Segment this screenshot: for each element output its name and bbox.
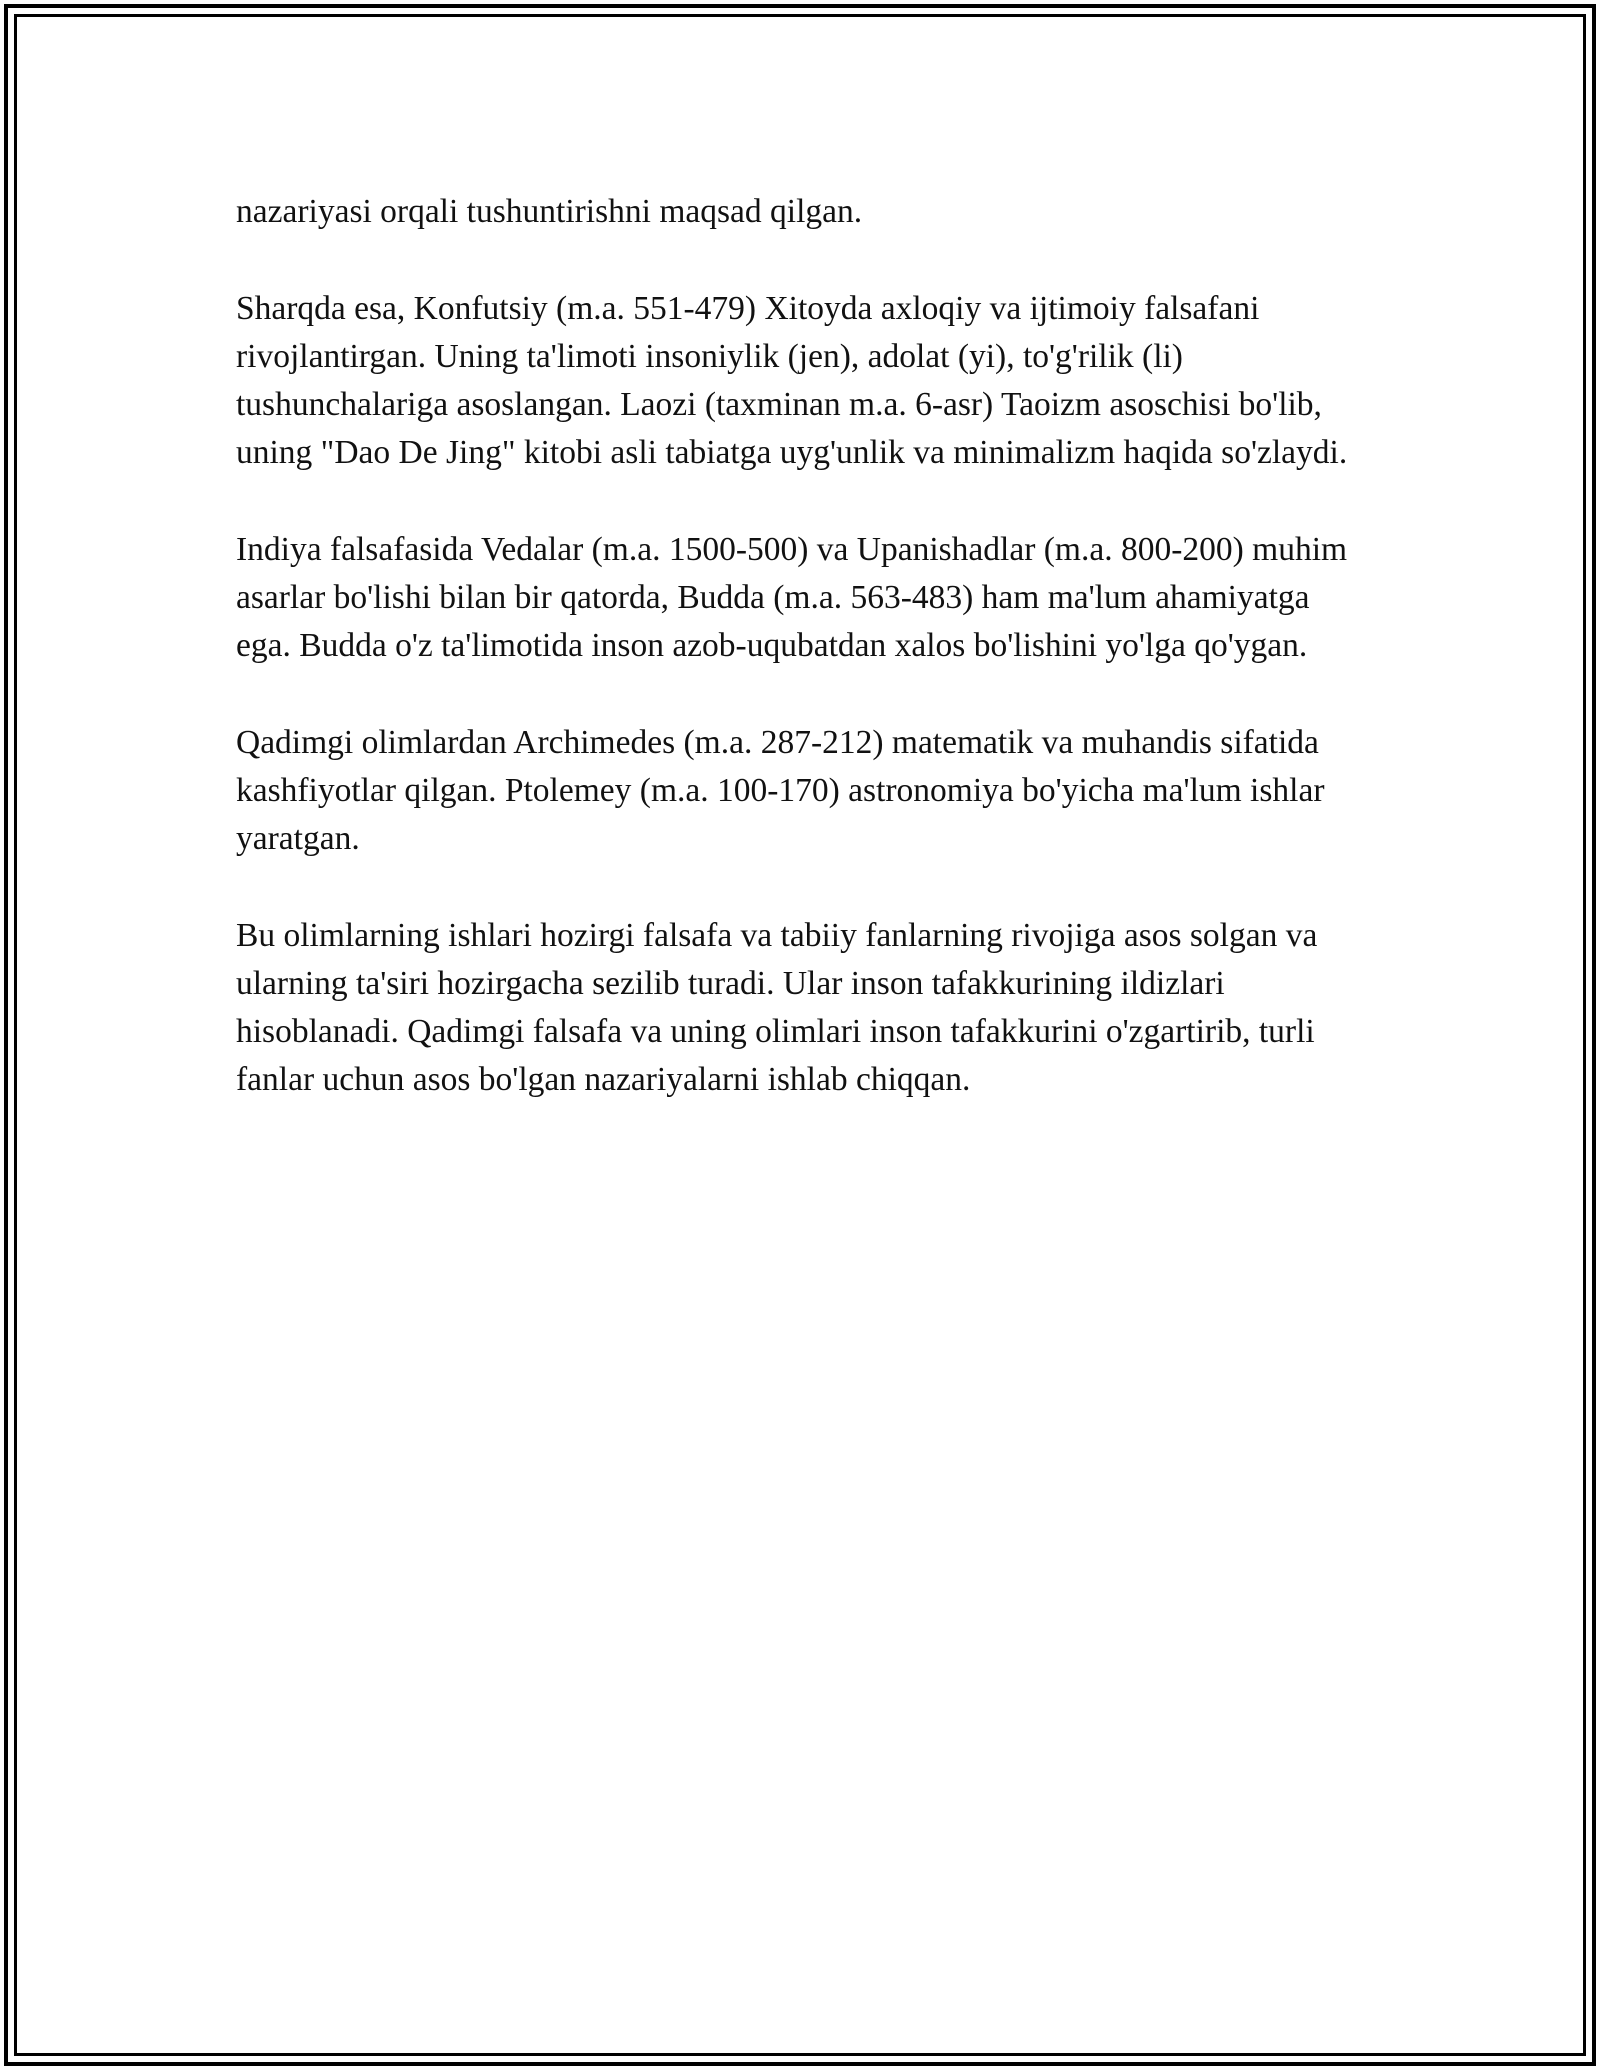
paragraph: nazariyasi orqali tushuntirishni maqsad qilgan.	[236, 193, 863, 230]
paragraph: Indiya falsafasida Vedalar (m.a. 1500-500) va Upanishadlar (m.a. 800-200) muhim asarlar bo'lishi bilan bir qatorda, Budda (m.a. 563-483) ham ma'lum ahamiyatga ega. Budda o'z ta'limotida inson azob-uqubatdan xalos bo'lishini yo'lga qo'ygan.	[236, 531, 1348, 664]
paragraph: Qadimgi olimlardan Archimedes (m.a. 287-212) matematik va muhandis sifatida kashfiyotlar qilgan. Ptolemey (m.a. 100-170) astronomiya bo'yicha ma'lum ishlar yaratgan.	[236, 724, 1325, 857]
paragraph: Bu olimlarning ishlari hozirgi falsafa va tabiiy fanlarning rivojiga asos solgan va ularning ta'siri hozirgacha sezilib turadi. Ular inson tafakkurining ildizlari hisoblanadi. Qadimgi falsafa va uning olimlari inson tafakkurini o'zgartirib, turli fanlar uchun asos bo'lgan nazariyalarni ishlab chiqqan.	[236, 917, 1318, 1098]
document-body	[236, 188, 1366, 1153]
paragraph: Sharqda esa, Konfutsiy (m.a. 551-479) Xitoyda axloqiy va ijtimoiy falsafani rivojlantirgan. Uning ta'limoti insoniylik (jen), adolat (yi), to'g'rilik (li) tushunchalariga asoslangan. Laozi (taxminan m.a. 6-asr) Taoizm asoschisi bo'lib, uning "Dao De Jing" kitobi asli tabiatga uyg'unlik va minimalizm haqida so'zlaydi.	[236, 290, 1348, 471]
